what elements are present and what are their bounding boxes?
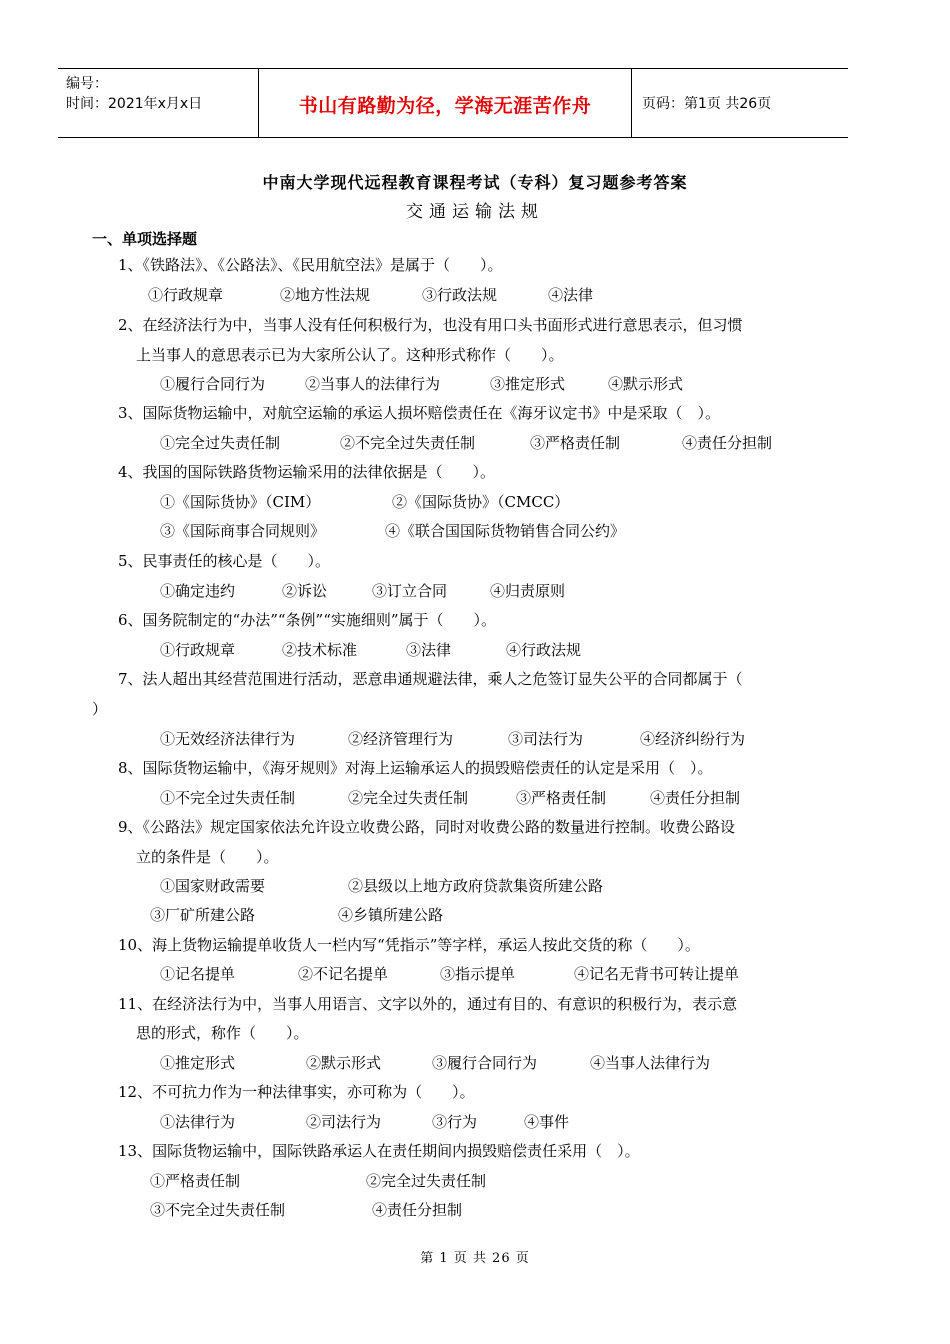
question-11-cont: 思的形式，称作（ ）。 bbox=[136, 1024, 309, 1042]
header-meta bbox=[58, 69, 258, 137]
question-6: 6、国务院制定的“办法”“条例”“实施细则”属于（ ）。 bbox=[118, 611, 497, 629]
option: ④责任分担制 bbox=[682, 434, 773, 452]
question-1: 1、《铁路法》、《公路法》、《民用航空法》是属于（ ）。 bbox=[118, 256, 503, 274]
page-footer: 第 1 页 共 26 页 bbox=[420, 1251, 530, 1266]
option: ①严格责任制 bbox=[150, 1172, 241, 1190]
question-3: 3、国际货物运输中，对航空运输的承运人损坏赔偿责任在《海牙议定书》中是采取（ ）。 bbox=[118, 404, 721, 422]
option: ②司法行为 bbox=[306, 1113, 382, 1131]
option: ②完全过失责任制 bbox=[366, 1172, 487, 1190]
question-8: 8、国际货物运输中，《海牙规则》对海上运输承运人的损毁赔偿责任的认定是采用（ ）。 bbox=[118, 759, 713, 777]
option: ④行政法规 bbox=[506, 641, 582, 659]
question-7-cont: ） bbox=[92, 700, 108, 718]
option: ③订立合同 bbox=[372, 582, 448, 600]
option: ①推定形式 bbox=[160, 1054, 236, 1072]
option: ④记名无背书可转让提单 bbox=[574, 965, 740, 983]
option: ③不完全过失责任制 bbox=[150, 1201, 286, 1219]
option: ③法律 bbox=[406, 641, 452, 659]
question-9: 9、《公路法》规定国家依法允许设立收费公路，同时对收费公路的数量进行控制。收费公路设 bbox=[118, 818, 736, 836]
option: ③推定形式 bbox=[490, 375, 566, 393]
question-9-cont: 立的条件是（ ）。 bbox=[136, 848, 279, 866]
option: ②地方性法规 bbox=[280, 286, 371, 304]
option: ④当事人法律行为 bbox=[590, 1054, 711, 1072]
option: ③行政法规 bbox=[422, 286, 498, 304]
question-11: 11、在经济法行为中，当事人用语言、文字以外的，通过有目的、有意识的积极行为，表示意 bbox=[118, 995, 738, 1013]
option: ②诉讼 bbox=[282, 582, 328, 600]
option: ④事件 bbox=[524, 1113, 570, 1131]
option: ②完全过失责任制 bbox=[348, 789, 469, 807]
header-motto-cell bbox=[258, 69, 632, 137]
option: ③行为 bbox=[432, 1113, 478, 1131]
motto-text: 书山有路勤为径，学海无涯苦作舟 bbox=[298, 95, 592, 117]
option: ①法律行为 bbox=[160, 1113, 236, 1131]
option: ④责任分担制 bbox=[650, 789, 741, 807]
document-title: 中南大学现代远程教育课程考试（专科）复习题参考答案 bbox=[262, 173, 688, 192]
option: ②不完全过失责任制 bbox=[340, 434, 476, 452]
option: ①不完全过失责任制 bbox=[160, 789, 296, 807]
option: ②不记名提单 bbox=[298, 965, 389, 983]
option: ①无效经济法律行为 bbox=[160, 730, 296, 748]
option: ①行政规章 bbox=[148, 286, 224, 304]
question-13: 13、国际货物运输中，国际铁路承运人在责任期间内损毁赔偿责任采用（ ）。 bbox=[118, 1142, 640, 1160]
option: ②《国际货协》（CMCC） bbox=[392, 493, 570, 511]
header-page-cell bbox=[630, 69, 848, 137]
option: ④归责原则 bbox=[490, 582, 566, 600]
option: ④法律 bbox=[548, 286, 594, 304]
question-12: 12、不可抗力作为一种法律事实，亦可称为（ ）。 bbox=[118, 1083, 475, 1101]
question-2-cont: 上当事人的意思表示已为大家所公认了。这种形式称作（ ）。 bbox=[136, 346, 564, 364]
option: ③指示提单 bbox=[440, 965, 516, 983]
question-2: 2、在经济法行为中，当事人没有任何积极行为，也没有用口头书面形式进行意思表示，但习惯 bbox=[118, 316, 743, 334]
option: ①完全过失责任制 bbox=[160, 434, 281, 452]
option: ③严格责任制 bbox=[516, 789, 607, 807]
option: ①行政规章 bbox=[160, 641, 236, 659]
option: ①《国际货协》（CIM） bbox=[160, 493, 321, 511]
option: ③履行合同行为 bbox=[432, 1054, 538, 1072]
question-4: 4、我国的国际铁路货物运输采用的法律依据是（ ）。 bbox=[118, 463, 496, 481]
question-10: 10、海上货物运输提单收货人一栏内写“凭指示”等字样，承运人按此交货的称（ ）。 bbox=[118, 936, 700, 954]
option: ①记名提单 bbox=[160, 965, 236, 983]
option: ①国家财政需要 bbox=[160, 877, 266, 895]
option: ②经济管理行为 bbox=[348, 730, 454, 748]
option: ④《联合国国际货物销售合同公约》 bbox=[385, 522, 626, 540]
time-label: 时间：2021年x月x日 bbox=[66, 96, 203, 112]
option: ②默示形式 bbox=[306, 1054, 382, 1072]
option: ④默示形式 bbox=[608, 375, 684, 393]
page-label: 页码：第1页 共26页 bbox=[642, 96, 772, 112]
option: ③司法行为 bbox=[508, 730, 584, 748]
option: ④乡镇所建公路 bbox=[338, 906, 444, 924]
option: ③厂矿所建公路 bbox=[150, 906, 256, 924]
option: ②当事人的法律行为 bbox=[305, 375, 441, 393]
section-heading: 一、单项选择题 bbox=[92, 230, 198, 248]
document-subtitle: 交通运输法规 bbox=[406, 202, 544, 222]
option: ④责任分担制 bbox=[372, 1201, 463, 1219]
option: ①履行合同行为 bbox=[160, 375, 266, 393]
option: ④经济纠纷行为 bbox=[640, 730, 746, 748]
option: ③严格责任制 bbox=[530, 434, 621, 452]
option: ①确定违约 bbox=[160, 582, 236, 600]
option: ②县级以上地方政府贷款集资所建公路 bbox=[348, 877, 604, 895]
number-label: 编号： bbox=[66, 76, 108, 92]
option: ②技术标准 bbox=[282, 641, 358, 659]
question-7: 7、法人超出其经营范围进行活动，恶意串通规避法律，乘人之危签订显失公平的合同都属于（ bbox=[118, 670, 743, 688]
document-header bbox=[58, 68, 848, 138]
question-5: 5、民事责任的核心是（ ）。 bbox=[118, 552, 331, 570]
option: ③《国际商事合同规则》 bbox=[160, 522, 326, 540]
